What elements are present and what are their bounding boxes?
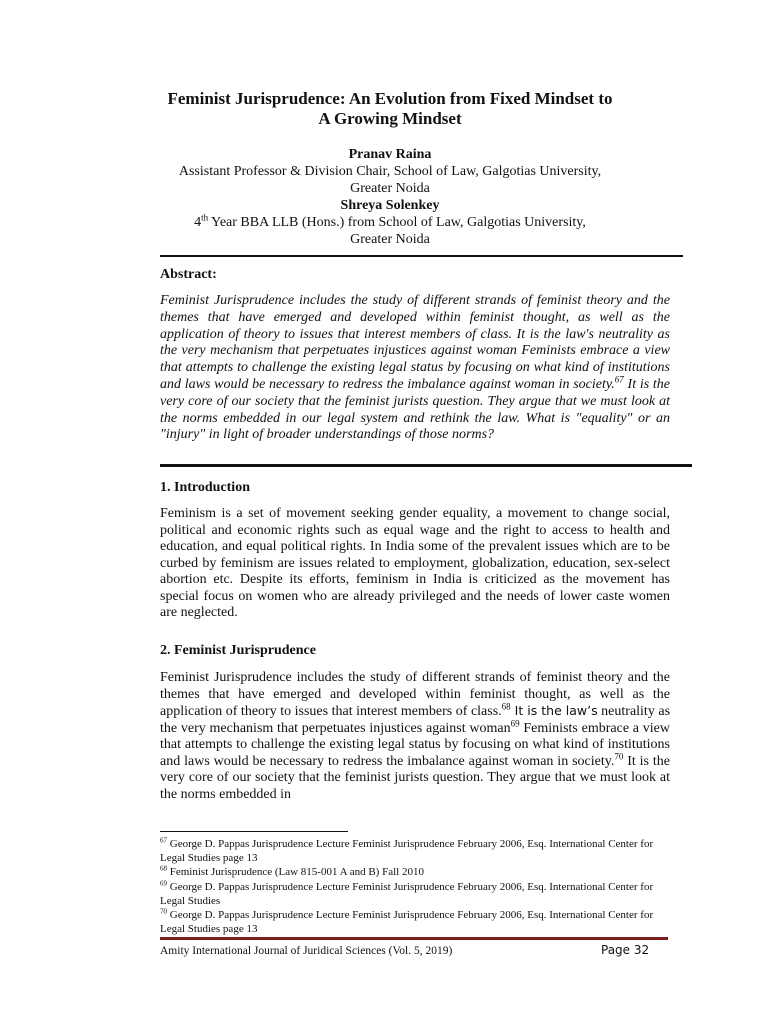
footnote-text: George D. Pappas Jurisprudence Lecture Feminist Jurisprudence February 2006, Esq. International Center for Legal Studies page 13: [160, 909, 654, 936]
paragraph-text: It is the very core of our society that the feminist jurists question. They argue that we must look at the norms embedded in: [160, 753, 670, 802]
section-heading-introduction: 1. Introduction: [160, 480, 250, 495]
footnote-number: 67: [160, 836, 167, 845]
author-affiliation: [150, 214, 630, 231]
abstract-heading: Abstract:: [160, 267, 217, 282]
footnotes: [160, 837, 670, 936]
footnote-text: Feminist Jurisprudence (Law 815-001 A and B) Fall 2010: [167, 866, 424, 879]
page-number: Page 32: [601, 943, 650, 957]
footnote-ref: 67: [614, 374, 624, 385]
paragraph-text: It is the law’s: [510, 703, 598, 718]
abstract-divider: [160, 464, 692, 467]
author-affiliation-city: Greater Noida: [350, 232, 430, 247]
footnote: [160, 880, 670, 908]
footnote: [160, 837, 670, 865]
author-affiliation-city: Greater Noida: [350, 181, 430, 196]
author-block: [150, 146, 630, 248]
footnote-ref: 68: [501, 701, 511, 712]
footnote-ref: 69: [510, 717, 520, 728]
footnote-number: 70: [160, 907, 167, 916]
footnote-text: George D. Pappas Jurisprudence Lecture Feminist Jurisprudence February 2006, Esq. International Center for Legal Studies: [160, 880, 654, 907]
paper-title: [150, 89, 630, 129]
affiliation-text: Year BBA LLB (Hons.) from School of Law, Galgotias University,: [208, 215, 586, 230]
title-line-2: A Growing Mindset: [318, 109, 462, 128]
introduction-paragraph: Feminism is a set of movement seeking gender equality, a movement to change social, political and economic rights such as equal wage and the right to access to health and education, and equal political rights. In India some of the prevalent issues which are to be curbed by feminism are issues related to employment, globalization, education, sex-select abortion etc. Despite its efforts, feminism in India is criticized as the movement has special focus on women who are already privileged and the needs of lower caste women are neglected.: [160, 506, 670, 620]
abstract-text: [160, 293, 670, 444]
footnote-divider: [160, 831, 348, 832]
footer-divider: [160, 937, 668, 940]
feminist-jurisprudence-paragraph: [160, 670, 670, 803]
footnote-ref: 70: [614, 750, 624, 761]
year-superscript: th: [201, 212, 209, 223]
paragraph-text: Feminist Jurisprudence includes the study of different strands of feminist theory and the themes that have emerged and developed within feminist thought, as well as the application of theory to issues that interest members of class.: [160, 670, 670, 719]
author-affiliation: Assistant Professor & Division Chair, School of Law, Galgotias University,: [178, 164, 602, 179]
paragraph-text: neutrality as the very mechanism that perpetuates injustices against woman: [160, 704, 671, 736]
header-divider: [160, 255, 683, 257]
section-heading-feminist-jurisprudence: 2. Feminist Jurisprudence: [160, 643, 316, 658]
author-name: Pranav Raina: [348, 147, 432, 162]
abstract-text-part: Feminist Jurisprudence includes the study of different strands of feminist theory and the themes that have emerged and developed within feminist thought, as well as the application of theory to issues that interest members of class. It is the law's neutrality as the very mechanism that perpetuates injustices against woman Feminists embrace a view that attempts to challenge the existing legal status by focusing on what kind of institutions and laws would be necessary to redress the imbalance against woman in society.: [160, 293, 670, 392]
footnote-number: 68: [160, 864, 167, 873]
footnote-number: 69: [160, 878, 167, 887]
journal-citation: Amity International Journal of Juridical Sciences (Vol. 5, 2019): [160, 945, 453, 957]
author-name: Shreya Solenkey: [340, 198, 440, 213]
footnote-text: George D. Pappas Jurisprudence Lecture Feminist Jurisprudence February 2006, Esq. International Center for Legal Studies page 13: [160, 838, 654, 865]
abstract-text-part: It is the very core of our society that the feminist jurists question. They argue that we must look at the norms embedded in our legal system and rethink the law. What is "equality" or an "injury" in light of broader understandings of those norms?: [160, 376, 670, 443]
paragraph-text: Feminists embrace a view that attempts to challenge the existing legal status by focusing on what kind of institutions and laws would be necessary to redress the imbalance against woman in society.: [160, 720, 670, 769]
title-line-1: Feminist Jurisprudence: An Evolution from Fixed Mindset to: [167, 89, 613, 108]
year-number: 4: [194, 215, 202, 230]
footnote: [160, 908, 670, 936]
footnote: [160, 865, 670, 879]
